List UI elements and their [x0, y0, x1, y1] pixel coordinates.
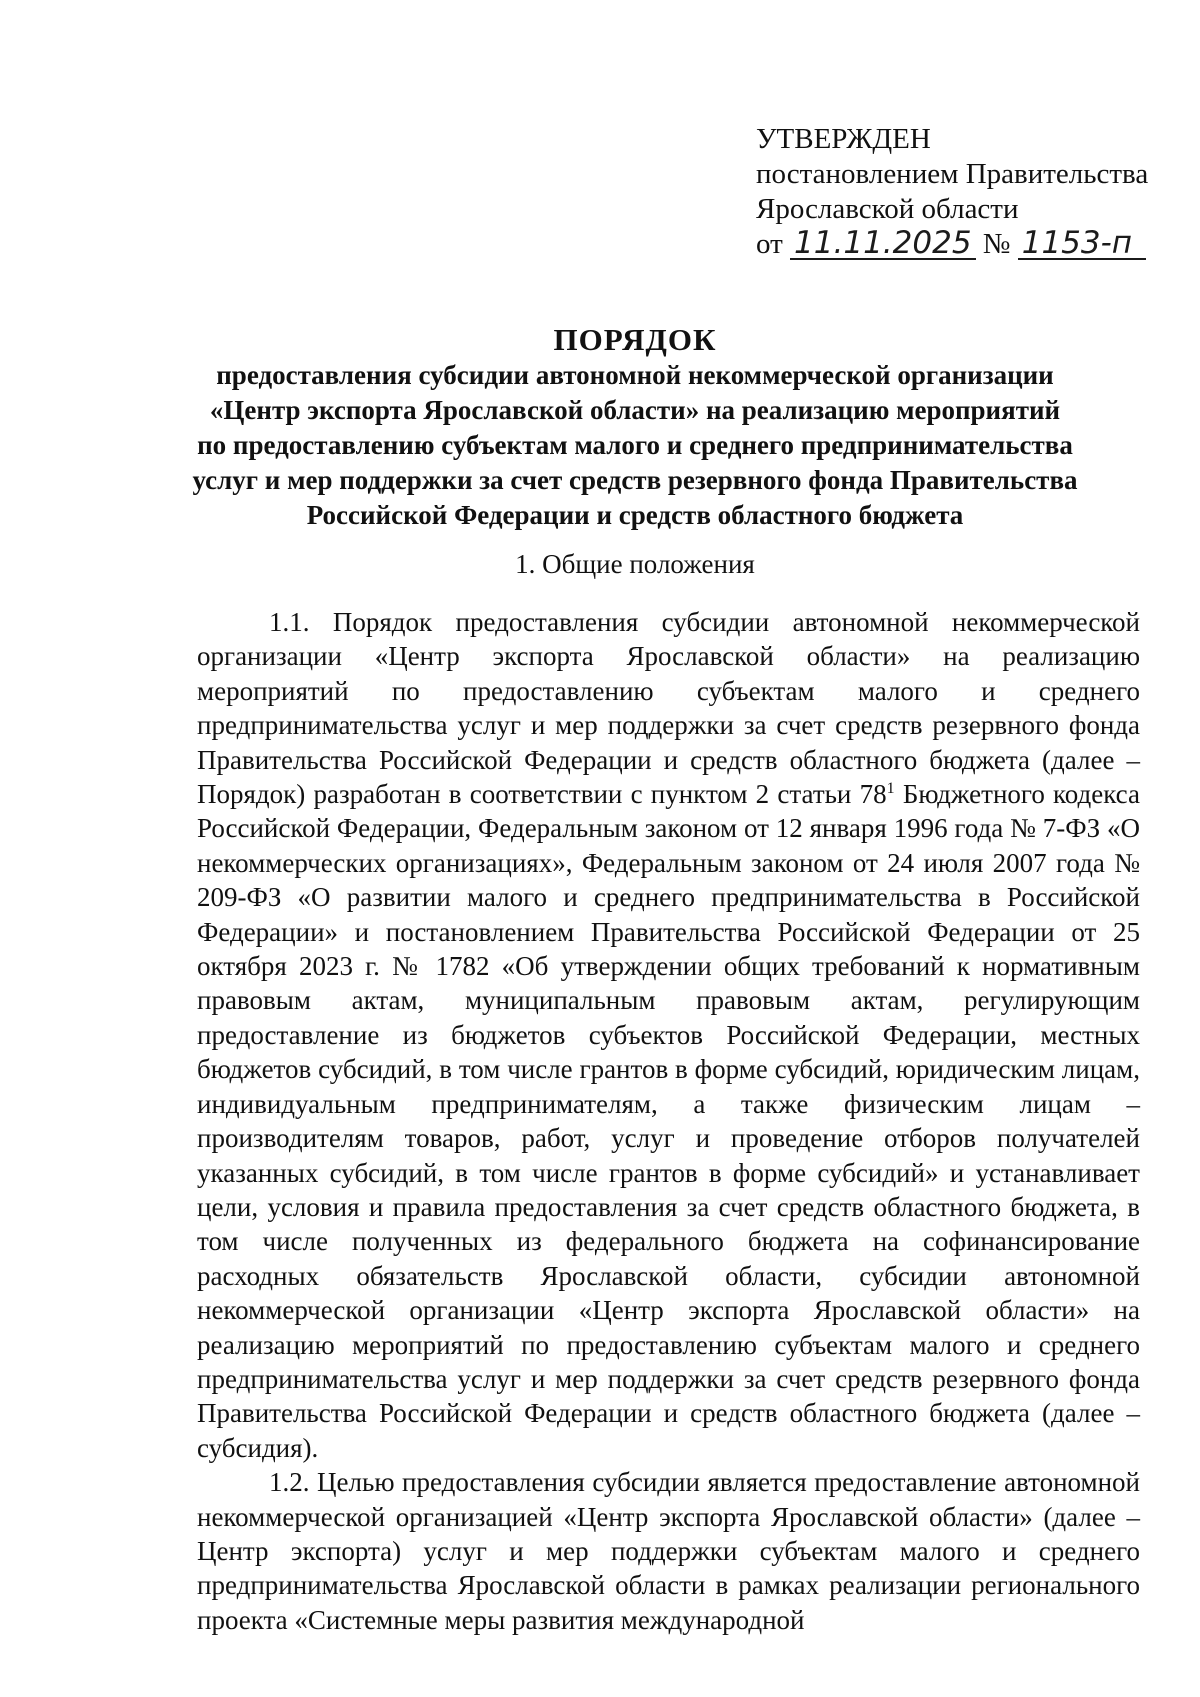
paragraph-1-1-text-a: 1.1. Порядок предоставления субсидии автономной некоммерческой организации «Центр экспорта Ярославской области» на реализацию мероприятий по предоставлению субъектам малого и среднего предпринимательства услуг и мер поддержки за счет средств резервного фонда Правительства Российской Федерации и средств областного бюджета (далее – Порядок) разработан в соответствии с пунктом 2 статьи 78: [197, 607, 1140, 810]
approval-line-1: постановлением Правительства: [756, 158, 1149, 190]
paragraph-1-1: [197, 605, 1140, 1465]
article-superscript: 1: [886, 780, 895, 798]
title-line-3: по предоставлению субъектам малого и среднего предпринимательства: [197, 430, 1073, 460]
section-heading: 1. Общие положения: [515, 549, 755, 579]
approval-heading: УТВЕРЖДЕН: [756, 123, 931, 155]
title-line-4: услуг и мер поддержки за счет средств резервного фонда Правительства: [192, 465, 1078, 495]
title-line-2: «Центр экспорта Ярославской области» на реализацию мероприятий: [209, 395, 1061, 425]
approval-date-prefix: от: [756, 228, 783, 260]
document-title: [170, 322, 1100, 533]
approval-number-sign: №: [982, 228, 1011, 260]
paragraph-1-2: 1.2. Целью предоставления субсидии является предоставление автономной некоммерческой организацией «Центр экспорта Ярославской области» (далее – Центр экспорта) услуг и мер поддержки субъектам малого и среднего предпринимательства Ярославской области в рамках реализации регионального проекта «Системные меры развития международной: [197, 1467, 1140, 1635]
handwritten-date: 11.11.2025: [790, 228, 976, 260]
title-main: ПОРЯДОК: [553, 322, 717, 357]
approval-line-2: Ярославской области: [756, 193, 1019, 225]
title-line-5: Российской Федерации и средств областного бюджета: [306, 500, 964, 530]
title-line-1: предоставления субсидии автономной некоммерческой организации: [216, 360, 1054, 390]
document-body: [197, 605, 1140, 1637]
paragraph-1-1-text-b: Бюджетного кодекса Российской Федерации, Федеральным законом от 12 января 1996 года № 7-ФЗ «О некоммерческих организациях», Федеральным законом от 24 июля 2007 года № 209-ФЗ «О развитии малого и среднего предпринимательства в Российской Федерации» и постановлением Правительства Российской Федерации от 25 октября 2023 г. № 1782 «Об утверждении общих требований к нормативным правовым актам, муниципальным правовым актам, регулирующим предоставление из бюджетов субъектов Российской Федерации, местных бюджетов субсидий, в том числе грантов в форме субсидий, юридическим лицам, индивидуальным предпринимателям, а также физическим лицам – производителям товаров, работ, услуг и проведение отборов получателей указанных субсидий, в том числе грантов в форме субсидий» и устанавливает цели, условия и правила предоставления за счет средств областного бюджета, в том числе полученных из федерального бюджета на софинансирование расходных обязательств Ярославской области, субсидии автономной некоммерческой организации «Центр экспорта Ярославской области» на реализацию мероприятий по предоставлению субъектам малого и среднего предпринимательства услуг и мер поддержки за счет средств резервного фонда Правительства Российской Федерации и средств областного бюджета (далее – субсидия).: [197, 779, 1140, 1463]
handwritten-number: 1153-п: [1018, 228, 1146, 260]
approval-stamp-block: [756, 122, 1176, 262]
approval-date-line: [756, 227, 1176, 262]
